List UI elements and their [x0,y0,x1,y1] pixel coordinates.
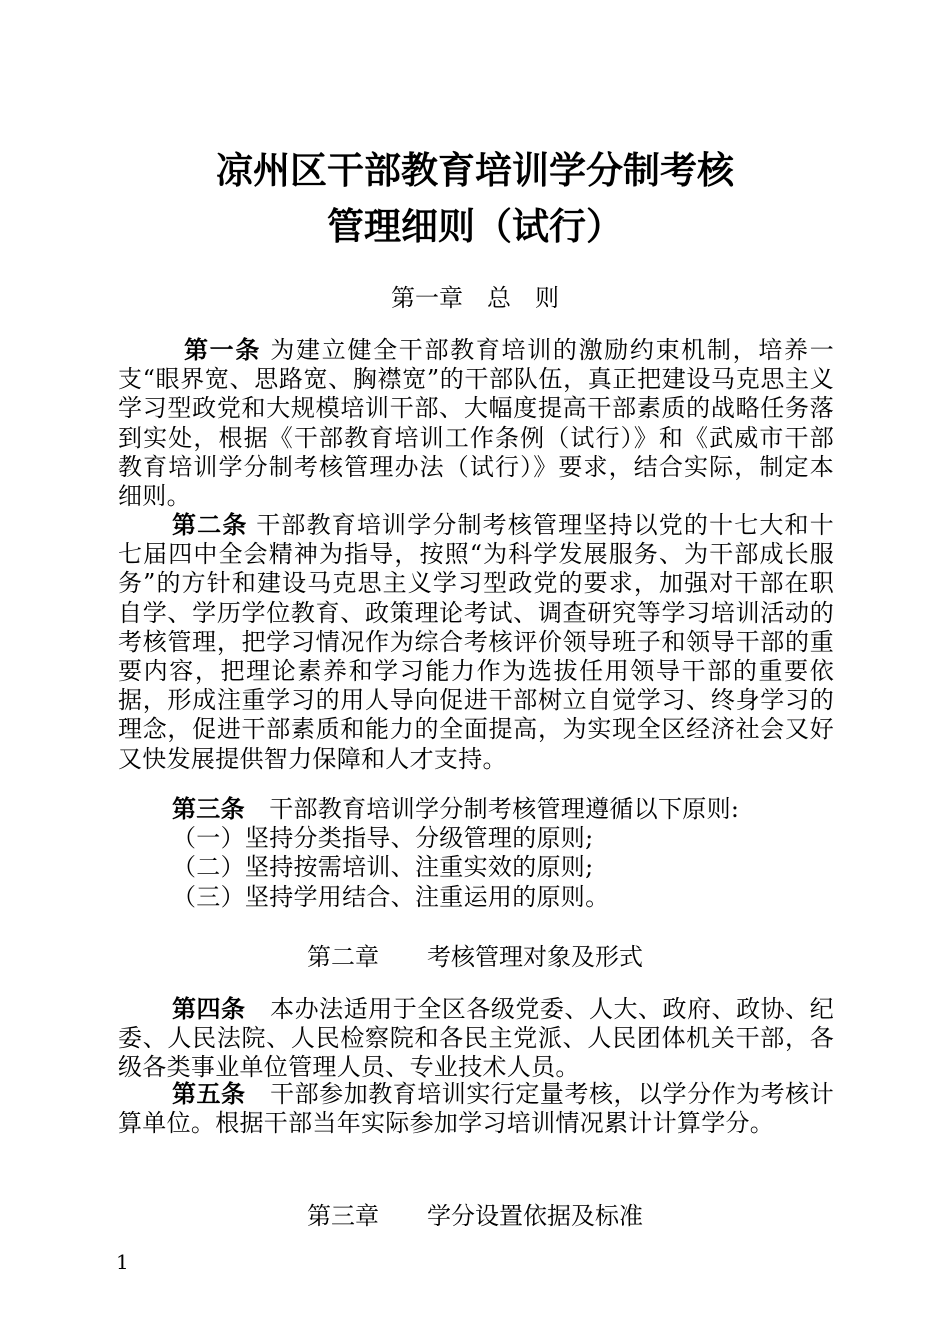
chapter-heading-2: 第二章 考核管理对象及形式 [307,943,643,971]
article-4 [118,995,834,1083]
document-title-line1: 凉州区干部教育培训学分制考核 [216,149,734,192]
article-3-item: （三）坚持学用结合、注重运用的原则。 [172,882,610,911]
article-2-text: 干部教育培训学分制考核管理坚持以党的十七大和十七届四中全会精神为指导，按照“为科学发展服务、为干部成长服务”的方针和建设马克思主义学习型政党的要求，加强对干部在职自学、学历学位教育、政策理论考试、调查研究等学习培训活动的考核管理，把学习情况作为综合考核评价领导班子和领导干部的重要内容，把理论素养和学习能力作为选拔任用领导干部的重要依据，形成注重学习的用人导向促进干部树立自觉学习、终身学习的理念，促进干部素质和能力的全面提高，为实现全区经济社会又好又快发展提供智力保障和人才支持。 [118,511,835,773]
article-1-text: 为建立健全干部教育培训的激励约束机制，培养一支“眼界宽、思路宽、胸襟宽”的干部队伍，真正把建设马克思主义学习型政党和大规模培训干部、大幅度提高干部素质的战略任务落到实处，根据《干部教育培训工作条例（试行）》和《武威市干部教育培训学分制考核管理办法（试行）》要求，结合实际，制定本细则。 [118,336,835,511]
article-3-item: （一）坚持分类指导、分级管理的原则; [172,824,594,853]
chapter-heading-1: 第一章 总 则 [391,284,559,312]
article-3-item: （二）坚持按需培训、注重实效的原则; [172,853,594,882]
article-3-text: 干部教育培训学分制考核管理遵循以下原则: [244,795,740,823]
article-1-label: 第一条 [184,336,262,364]
article-2-label: 第二条 [172,511,248,539]
page-number: 1 [116,1250,129,1274]
article-5-label: 第五条 [172,1080,246,1108]
article-3 [118,795,834,912]
article-3-label: 第三条 [172,795,245,823]
document-title-line2: 管理细则（试行） [327,205,623,248]
article-5 [118,1080,834,1138]
article-2 [118,511,834,774]
chapter-heading-3: 第三章 学分设置依据及标准 [307,1202,643,1230]
article-5-text: 干部参加教育培训实行定量考核，以学分作为考核计算单位。根据干部当年实际参加学习培训情况累计计算学分。 [118,1080,835,1138]
article-1 [118,336,834,511]
article-4-label: 第四条 [172,995,246,1023]
article-4-text: 本办法适用于全区各级党委、人大、政府、政协、纪委、人民法院、人民检察院和各民主党派、人民团体机关干部，各级各类事业单位管理人员、专业技术人员。 [118,995,835,1082]
